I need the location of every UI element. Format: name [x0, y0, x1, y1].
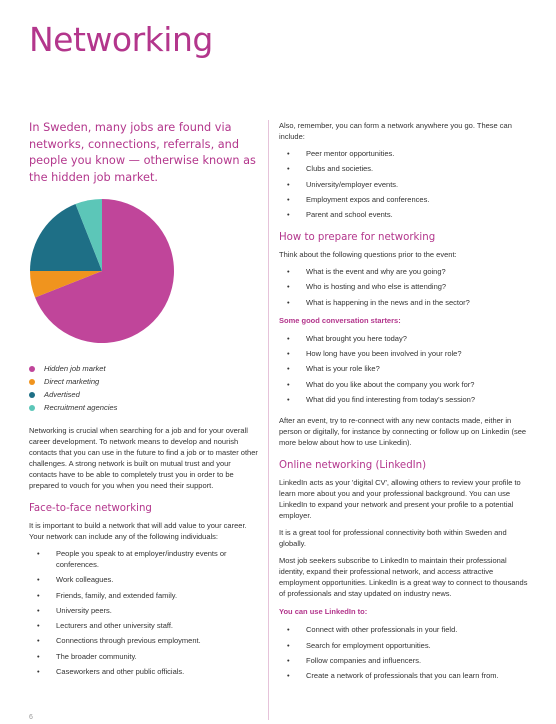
prepare-body: Think about the following questions prior to the event:	[279, 250, 457, 260]
intro-text: In Sweden, many jobs are found via networks, connections, referrals, and people you know — otherwise known as the hidden job market.	[29, 121, 256, 184]
online-paragraph-3: Most job seekers subscribe to LinkedIn to maintain their professional identity, expand their professional network, and access attractive employment opportunities. LinkedIn is a great way to connect to thousands of professionals and stay updated on industry news.	[279, 556, 528, 599]
list-item: • Work colleagues.	[29, 574, 259, 585]
list-item: • Search for employment opportunities.	[279, 640, 529, 651]
list-item: • Friends, family, and extended family.	[29, 590, 259, 601]
pie-chart	[29, 198, 179, 348]
legend-label: Advertised	[44, 390, 80, 399]
list-item: • Connections through previous employment.	[29, 635, 259, 646]
right-column	[279, 120, 529, 685]
after-event-text: After an event, try to re-connect with any new contacts made, either in person or digitally, for instance by connecting or follow up on Linkedin (see more below about how to use Linkedin).	[279, 416, 527, 448]
page-number: 6	[29, 714, 33, 721]
use-list	[279, 624, 529, 681]
list-item: • The broader community.	[29, 651, 259, 662]
also-list	[279, 148, 529, 220]
list-item: • What is happening in the news and in the sector?	[279, 297, 529, 308]
legend-item	[29, 388, 259, 401]
f2f-list	[29, 548, 259, 677]
legend-dot	[29, 392, 35, 398]
list-item: • People you speak to at employer/industry events or conferences.	[29, 548, 259, 570]
online-paragraph-2: It is a great tool for professional connectivity both within Sweden and globally.	[279, 528, 507, 549]
legend-dot	[29, 405, 35, 411]
legend-dot	[29, 366, 35, 372]
list-item: • University/employer events.	[279, 179, 529, 190]
column-divider	[268, 120, 269, 720]
list-item: • What is the event and why are you going?	[279, 266, 529, 277]
f2f-body: It is important to build a network that will add value to your career. Your network can include any of the following individuals:	[29, 521, 247, 541]
starters-heading: Some good conversation starters:	[279, 315, 401, 325]
use-heading: You can use LinkedIn to:	[279, 607, 368, 617]
legend-dot	[29, 379, 35, 385]
pie-legend	[29, 362, 259, 414]
online-paragraph-1: LinkedIn acts as your 'digital CV', allowing others to review your profile to learn more about you and your professional background. You can use LinkedIn to expand your network and present your profile to a potential employer.	[279, 478, 521, 521]
list-item: • How long have you been involved in your role?	[279, 348, 529, 359]
list-item: • What brought you here today?	[279, 333, 529, 344]
list-item: • What did you find interesting from today's session?	[279, 394, 529, 405]
legend-label: Hidden job market	[44, 364, 106, 373]
list-item: • Create a network of professionals that you can learn from.	[279, 670, 529, 681]
list-item: • Connect with other professionals in your field.	[279, 624, 529, 635]
prepare-heading: How to prepare for networking	[279, 232, 436, 244]
list-item: • What is your role like?	[279, 363, 529, 374]
list-item: • Who is hosting and who else is attending?	[279, 281, 529, 292]
legend-item	[29, 401, 259, 414]
legend-label: Direct marketing	[44, 377, 100, 386]
list-item: • Peer mentor opportunities.	[279, 148, 529, 159]
list-item: • University peers.	[29, 605, 259, 616]
list-item: • What do you like about the company you work for?	[279, 379, 529, 390]
list-item: • Employment expos and conferences.	[279, 194, 529, 205]
list-item: • Follow companies and influencers.	[279, 655, 529, 666]
list-item: • Caseworkers and other public officials.	[29, 666, 259, 677]
page-title: Networking	[29, 20, 213, 59]
legend-item	[29, 362, 259, 375]
also-text: Also, remember, you can form a network anywhere you go. These can include:	[279, 121, 512, 141]
list-item: • Lecturers and other university staff.	[29, 620, 259, 631]
list-item: • Clubs and societies.	[279, 163, 529, 174]
starters-list	[279, 333, 529, 405]
f2f-heading: Face-to-face networking	[29, 503, 152, 514]
prepare-list	[279, 266, 529, 308]
left-column	[29, 120, 259, 681]
list-item: • Parent and school events.	[279, 209, 529, 220]
legend-label: Recruitment agencies	[44, 403, 118, 412]
networking-body: Networking is crucial when searching for a job and for your overall career development. To network means to develop and nourish contacts that you can use in the future to find a job or to master other challenges. A strong network is built on mutual trust and your contacts have to be able to completely trust you in order to be prepared to vouch for you when you need their support.	[29, 426, 258, 490]
legend-item	[29, 375, 259, 388]
online-heading: Online networking (LinkedIn)	[279, 460, 427, 472]
